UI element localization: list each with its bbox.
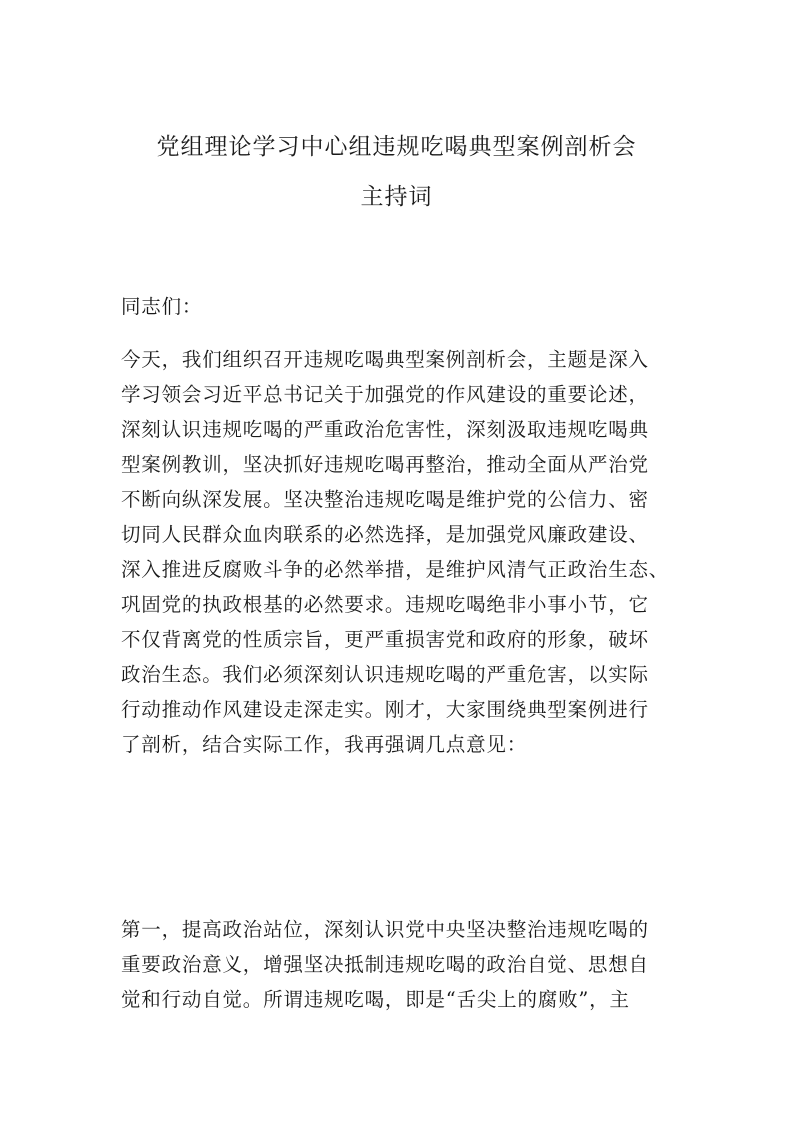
document-title-line1: 党组理论学习中心组违规吃喝典型案例剖析会 — [156, 134, 637, 160]
paragraph-line: 深刻认识违规吃喝的严重政治危害性，深刻汲取违规吃喝典 — [121, 418, 649, 441]
paragraph-line: 不仅背离党的性质宗旨，更严重损害党和政府的形象，破坏 — [121, 628, 649, 651]
paragraph-line: 觉和行动自觉。所谓违规吃喝，即是“舌尖上的腐败”，主 — [121, 988, 630, 1011]
paragraph-line: 今天，我们组织召开违规吃喝典型案例剖析会，主题是深入 — [121, 348, 649, 371]
paragraph-line: 政治生态。我们必须深刻认识违规吃喝的严重危害，以实际 — [121, 663, 649, 686]
paragraph-line: 第一，提高政治站位，深刻认识党中央坚决整治违规吃喝的 — [121, 918, 649, 941]
salutation: 同志们： — [121, 295, 203, 318]
paragraph-2 — [121, 912, 681, 1017]
paragraph-line: 不断向纵深发展。坚决整治违规吃喝是维护党的公信力、密 — [121, 488, 649, 511]
paragraph-line: 重要政治意义，增强坚决抵制违规吃喝的政治自觉、思想自 — [121, 953, 649, 976]
paragraph-line: 型案例教训，坚决抓好违规吃喝再整治，推动全面从严治党 — [121, 453, 649, 476]
paragraph-line: 深入推进反腐败斗争的必然举措，是维护风清气正政治生态、 — [121, 558, 670, 581]
paragraph-1 — [121, 342, 681, 762]
paragraph-line: 巩固党的执政根基的必然要求。违规吃喝绝非小事小节，它 — [121, 593, 649, 616]
paragraph-line: 行动推动作风建设走深走实。刚才，大家围绕典型案例进行 — [121, 698, 649, 721]
paragraph-line: 了剖析，结合实际工作，我再强调几点意见： — [121, 733, 528, 756]
document-title-line2: 主持词 — [360, 184, 433, 210]
paragraph-line: 切同人民群众血肉联系的必然选择，是加强党风廉政建设、 — [121, 523, 649, 546]
paragraph-line: 学习领会习近平总书记关于加强党的作风建设的重要论述， — [121, 383, 649, 406]
